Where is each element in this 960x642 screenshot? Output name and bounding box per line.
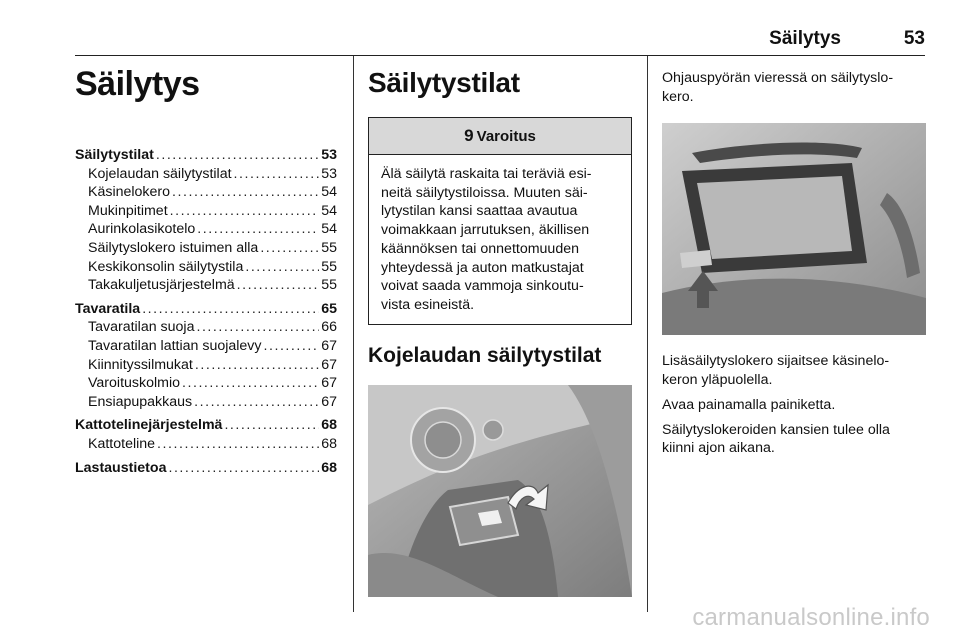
toc-subentry[interactable] bbox=[75, 393, 337, 412]
toc-entry-label: Säilytystilat bbox=[75, 147, 154, 163]
toc-leader-dots bbox=[194, 393, 319, 412]
text-line: keron yläpuolella. bbox=[662, 372, 773, 389]
warning-icon: 9 bbox=[464, 126, 474, 145]
subsection-title: Kojelaudan säilytystilat bbox=[368, 343, 602, 367]
warning-line: voivat saada vammoja sinkoutu- bbox=[381, 278, 584, 295]
toc-column bbox=[75, 56, 337, 482]
table-of-contents bbox=[75, 146, 337, 477]
toc-entry-label: Tavaratilan lattian suojalevy bbox=[88, 337, 262, 354]
toc-subentry[interactable] bbox=[75, 165, 337, 184]
toc-entry-page: 66 bbox=[321, 319, 337, 336]
toc-subentry[interactable] bbox=[75, 220, 337, 239]
toc-subentry[interactable] bbox=[75, 258, 337, 277]
toc-entry[interactable] bbox=[75, 416, 337, 435]
toc-subentry[interactable] bbox=[75, 318, 337, 337]
toc-entry-label: Kojelaudan säilytystilat bbox=[88, 165, 232, 182]
toc-leader-dots bbox=[234, 165, 320, 184]
watermark: carmanualsonline.info bbox=[692, 604, 930, 631]
text-line: kiinni ajon aikana. bbox=[662, 440, 775, 457]
glovebox-drawing bbox=[368, 385, 632, 597]
warning-line: voimakkaan jarrutuksen, äkillisen bbox=[381, 222, 590, 239]
toc-subentry[interactable] bbox=[75, 202, 337, 221]
toc-subentry[interactable] bbox=[75, 239, 337, 258]
toc-entry-page: 67 bbox=[321, 393, 337, 410]
toc-leader-dots bbox=[245, 258, 319, 277]
warning-box bbox=[368, 117, 632, 325]
toc-subentry[interactable] bbox=[75, 183, 337, 202]
text-line: kero. bbox=[662, 88, 694, 105]
toc-entry-label: Varoituskolmio bbox=[88, 375, 180, 392]
toc-entry-label: Keskikonsolin säilytystila bbox=[88, 258, 244, 275]
column-divider-2 bbox=[647, 56, 648, 612]
text-column bbox=[662, 56, 926, 458]
toc-entry-label: Ensiapupakkaus bbox=[88, 393, 193, 410]
section-column bbox=[368, 56, 632, 597]
page-header bbox=[325, 28, 925, 58]
toc-group bbox=[75, 459, 337, 478]
toc-entry-page: 55 bbox=[321, 277, 337, 294]
toc-subentry[interactable] bbox=[75, 276, 337, 295]
toc-entry-page: 54 bbox=[321, 202, 337, 219]
text-line: Lisäsäilytyslokero sijaitsee käsinelo- bbox=[662, 353, 890, 370]
toc-leader-dots bbox=[182, 374, 319, 393]
toc-entry-page: 53 bbox=[321, 165, 337, 182]
toc-group bbox=[75, 300, 337, 412]
page-number: 53 bbox=[903, 28, 925, 49]
toc-entry-page: 54 bbox=[321, 184, 337, 201]
toc-entry-page: 53 bbox=[321, 147, 337, 163]
toc-leader-dots bbox=[142, 300, 319, 319]
dashboard-storage-illustration bbox=[368, 385, 632, 597]
text-line: Ohjauspyörän vieressä on säilytyslo- bbox=[662, 70, 894, 86]
toc-entry[interactable] bbox=[75, 459, 337, 478]
toc-leader-dots bbox=[260, 239, 319, 258]
warning-line: Älä säilytä raskaita tai teräviä esi- bbox=[381, 166, 592, 182]
toc-entry-page: 67 bbox=[321, 356, 337, 373]
toc-group bbox=[75, 146, 337, 295]
toc-subentry[interactable] bbox=[75, 435, 337, 454]
toc-leader-dots bbox=[156, 146, 319, 165]
warning-heading-label: Varoitus bbox=[476, 127, 536, 145]
chapter-title: Säilytys bbox=[75, 65, 200, 103]
paragraph-location bbox=[662, 352, 926, 389]
running-title: Säilytys bbox=[769, 28, 841, 49]
warning-line: vista esineistä. bbox=[381, 296, 475, 313]
toc-leader-dots bbox=[224, 416, 319, 435]
upper-storage-illustration bbox=[662, 123, 926, 335]
warning-heading bbox=[369, 118, 631, 155]
section-title: Säilytystilat bbox=[368, 67, 520, 98]
toc-leader-dots bbox=[195, 356, 319, 375]
toc-leader-dots bbox=[168, 459, 319, 478]
paragraph-open: Avaa painamalla painiketta. bbox=[662, 396, 836, 413]
toc-leader-dots bbox=[196, 318, 319, 337]
toc-subentry[interactable] bbox=[75, 374, 337, 393]
toc-leader-dots bbox=[170, 202, 320, 221]
toc-subentry[interactable] bbox=[75, 337, 337, 356]
warning-line: käännöksen tai onnettomuuden bbox=[381, 240, 579, 257]
toc-entry-page: 68 bbox=[321, 417, 337, 434]
toc-entry-page: 68 bbox=[321, 435, 337, 452]
text-line: Säilytyslokeroiden kansien tulee olla bbox=[662, 421, 890, 438]
warning-line: neitä säilytystiloissa. Muuten säi- bbox=[381, 184, 588, 201]
toc-entry-label: Aurinkolasikotelo bbox=[88, 221, 196, 238]
upper-compartment-drawing bbox=[662, 123, 926, 335]
toc-leader-dots bbox=[197, 220, 319, 239]
toc-entry-page: 55 bbox=[321, 258, 337, 275]
toc-entry-label: Mukinpitimet bbox=[88, 202, 168, 219]
toc-entry-label: Lastaustietoa bbox=[75, 459, 167, 476]
toc-leader-dots bbox=[237, 276, 320, 295]
toc-entry[interactable] bbox=[75, 300, 337, 319]
warning-text bbox=[369, 155, 631, 324]
toc-leader-dots bbox=[264, 337, 320, 356]
warning-line: lytystilan kansi saattaa avautua bbox=[381, 203, 578, 220]
toc-entry-page: 67 bbox=[321, 337, 337, 354]
toc-entry-label: Säilytyslokero istuimen alla bbox=[88, 239, 259, 256]
toc-leader-dots bbox=[157, 435, 319, 454]
toc-entry-page: 54 bbox=[321, 221, 337, 238]
toc-entry[interactable] bbox=[75, 146, 337, 165]
toc-entry-page: 67 bbox=[321, 375, 337, 392]
toc-entry-label: Käsinelokero bbox=[88, 184, 171, 201]
toc-entry-label: Kiinnityssilmukat bbox=[88, 356, 193, 373]
toc-group bbox=[75, 416, 337, 453]
toc-leader-dots bbox=[172, 183, 319, 202]
toc-entry-label: Tavaratila bbox=[75, 300, 141, 317]
toc-entry-label: Kattotelinejärjestelmä bbox=[75, 417, 223, 434]
toc-entry-page: 68 bbox=[321, 459, 337, 476]
toc-subentry[interactable] bbox=[75, 356, 337, 375]
column-divider-1 bbox=[353, 56, 354, 612]
toc-entry-label: Takakuljetusjärjestelmä bbox=[88, 277, 235, 294]
warning-line: yhteydessä ja auton matkustajat bbox=[381, 259, 584, 276]
toc-entry-page: 55 bbox=[321, 239, 337, 256]
paragraph-closed bbox=[662, 421, 926, 458]
toc-entry-label: Tavaratilan suoja bbox=[88, 319, 195, 336]
toc-entry-label: Kattoteline bbox=[88, 435, 156, 452]
toc-entry-page: 65 bbox=[321, 300, 337, 317]
intro-paragraph bbox=[662, 69, 926, 106]
